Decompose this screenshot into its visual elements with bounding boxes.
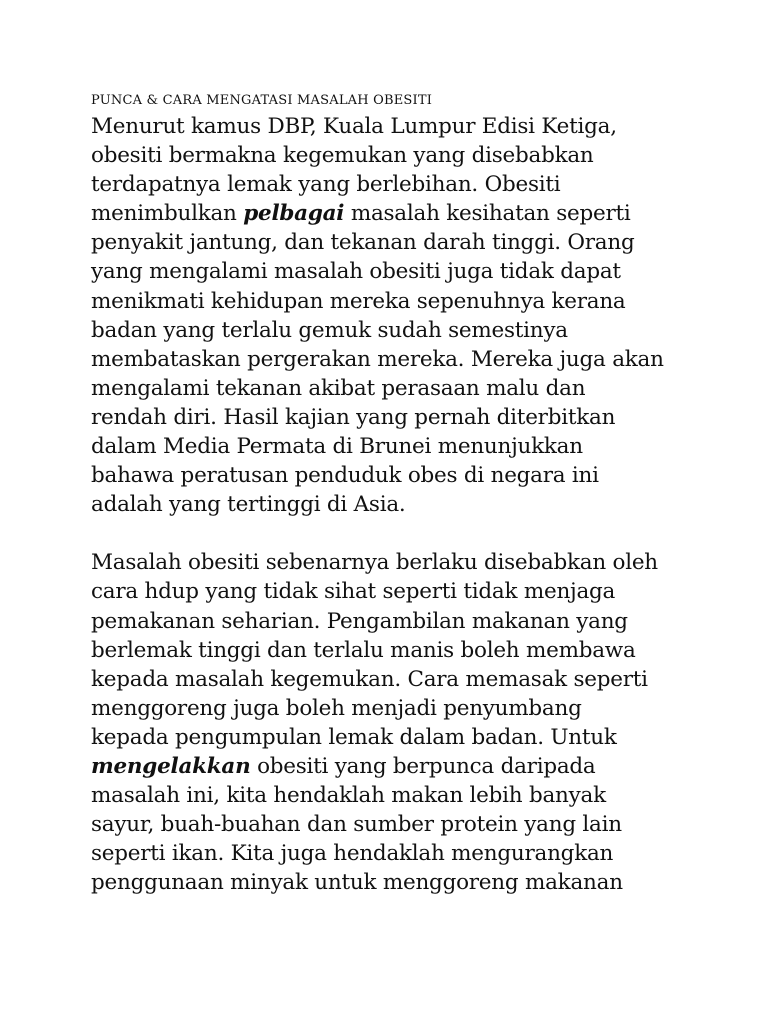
document-title: PUNCA & CARA MENGATASI MASALAH OBESITI: [91, 93, 433, 108]
text-segment: badan yang terlalu gemuk sudah semestinya: [91, 317, 568, 343]
text-segment: obesiti bermakna kegemukan yang disebabkan: [91, 143, 594, 169]
text-line: [91, 839, 691, 868]
text-line: [91, 723, 691, 752]
text-segment: seperti ikan. Kita juga hendaklah mengurangkan: [91, 841, 614, 867]
text-segment: membataskan pergerakan mereka. Mereka juga akan: [91, 346, 664, 372]
text-line: [91, 607, 691, 636]
text-line: [91, 636, 691, 665]
paragraph: [91, 548, 691, 897]
text-line: [91, 490, 691, 519]
text-segment: Masalah obesiti sebenarnya berlaku disebabkan oleh: [91, 550, 658, 576]
text-segment: menggoreng juga boleh menjadi penyumbang: [91, 695, 582, 721]
text-segment: menikmati kehidupan mereka sepenuhnya kerana: [91, 288, 626, 314]
text-line: [91, 170, 691, 199]
text-line: [91, 665, 691, 694]
paragraph: [91, 112, 691, 519]
text-line: [91, 345, 691, 374]
text-segment: adalah yang tertinggi di Asia.: [91, 492, 406, 518]
text-segment: masalah kesihatan seperti: [344, 201, 631, 227]
text-line: [91, 316, 691, 345]
text-segment: pemakanan seharian. Pengambilan makanan yang: [91, 608, 628, 634]
text-segment: berlemak tinggi dan terlalu manis boleh membawa: [91, 637, 636, 663]
text-segment: Menurut kamus DBP, Kuala Lumpur Edisi Ketiga,: [91, 114, 617, 139]
document-page: [91, 92, 691, 897]
text-line: [91, 257, 691, 286]
text-line: [91, 287, 691, 316]
text-segment: kepada pengumpulan lemak dalam badan. Untuk: [91, 724, 617, 750]
text-segment: cara hdup yang tidak sihat seperti tidak menjaga: [91, 579, 616, 605]
text-segment: obesiti yang berpunca daripada: [250, 753, 596, 779]
text-line: [91, 461, 691, 490]
text-segment: dalam Media Permata di Brunei menunjukkan: [91, 434, 583, 460]
text-segment: yang mengalami masalah obesiti juga tidak dapat: [91, 259, 621, 285]
text-line: [91, 141, 691, 170]
text-line: [91, 577, 691, 606]
text-line: [91, 868, 691, 897]
text-line: [91, 374, 691, 403]
text-line: [91, 548, 691, 577]
text-segment: sayur, buah-buahan dan sumber protein yang lain: [91, 812, 622, 838]
text-line: [91, 112, 691, 141]
text-segment: penggunaan minyak untuk menggoreng makanan: [91, 870, 623, 896]
emphasized-word: pelbagai: [243, 201, 345, 227]
text-segment: kepada masalah kegemukan. Cara memasak seperti: [91, 666, 648, 692]
document-body: [91, 112, 691, 897]
text-line: [91, 781, 691, 810]
text-segment: bahawa peratusan penduduk obes di negara ini: [91, 463, 599, 489]
text-line: [91, 199, 691, 228]
text-segment: masalah ini, kita hendaklah makan lebih banyak: [91, 783, 606, 809]
text-line: [91, 403, 691, 432]
text-segment: penyakit jantung, dan tekanan darah tinggi. Orang: [91, 230, 635, 256]
text-line: [91, 228, 691, 257]
text-line: [91, 752, 691, 781]
text-line: [91, 432, 691, 461]
emphasized-word: mengelakkan: [91, 753, 251, 779]
text-segment: terdapatnya lemak yang berlebihan. Obesiti: [91, 172, 561, 198]
text-line: [91, 694, 691, 723]
text-segment: mengalami tekanan akibat perasaan malu dan: [91, 375, 586, 401]
text-segment: rendah diri. Hasil kajian yang pernah diterbitkan: [91, 404, 616, 430]
text-segment: menimbulkan: [91, 201, 244, 227]
text-line: [91, 810, 691, 839]
